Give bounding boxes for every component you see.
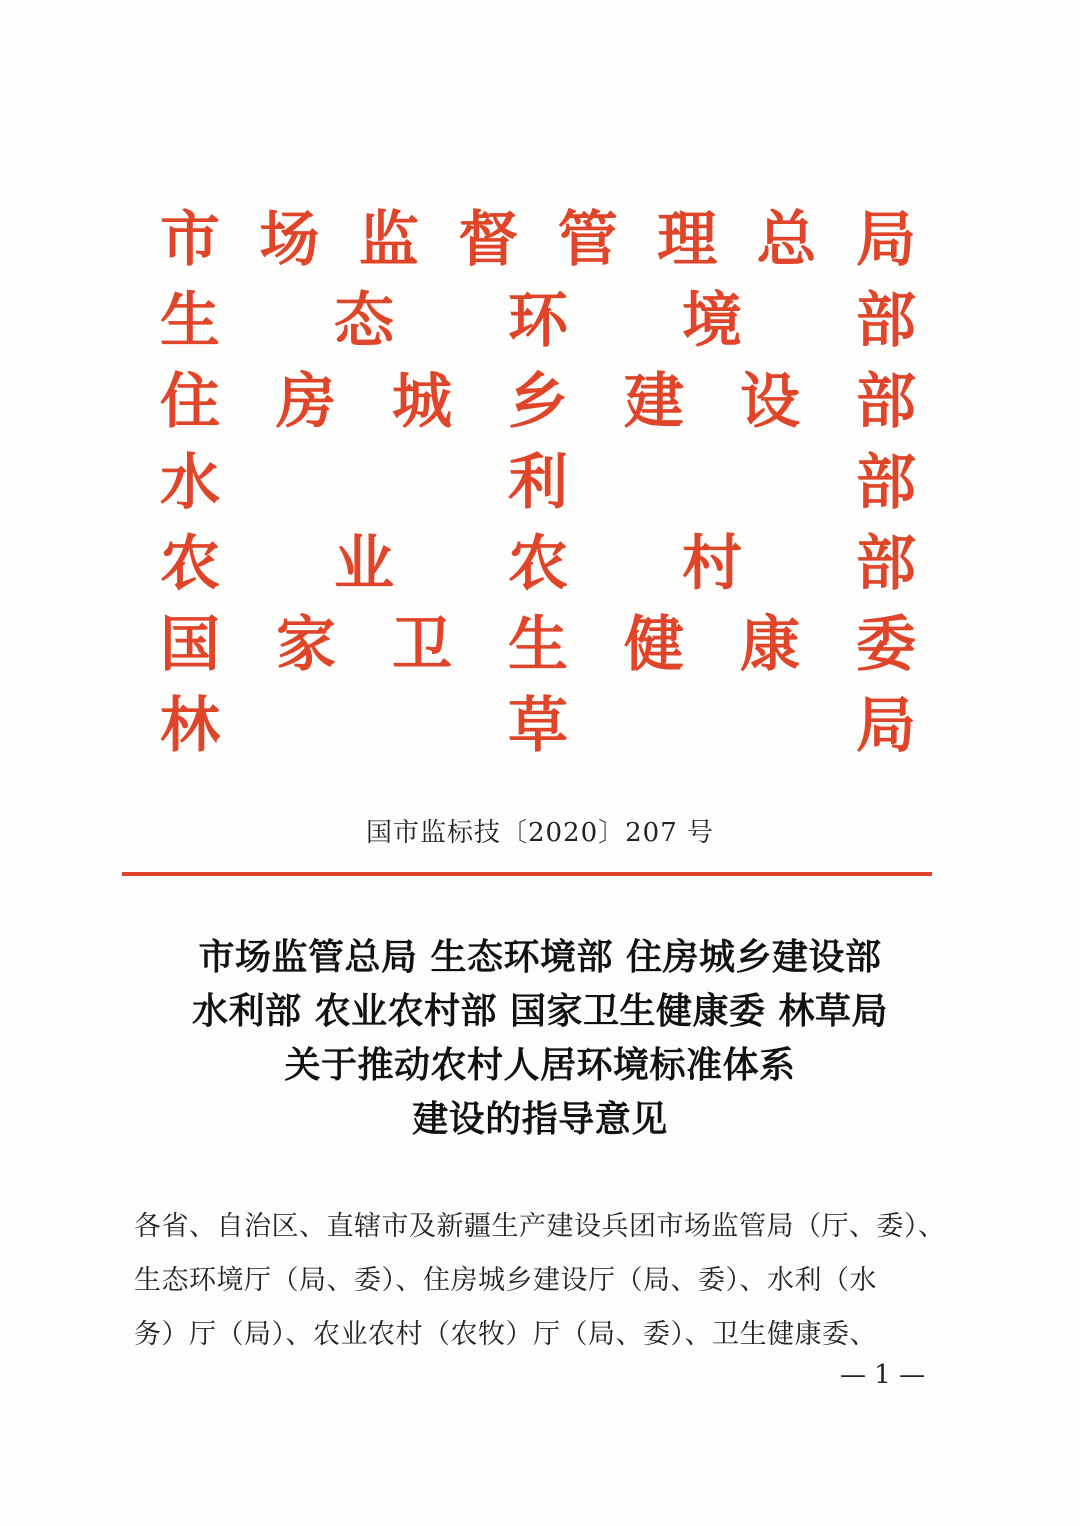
agency-row-market-regulation <box>160 200 916 281</box>
agency-char: 总 <box>756 205 817 275</box>
title-line: 建设的指导意见 <box>412 1098 668 1140</box>
agency-row-housing-construction <box>160 362 916 443</box>
agency-char: 生 <box>160 286 220 356</box>
agency-char: 健 <box>624 610 684 680</box>
body-line: 务）厅（局）、农业农村（农牧）厅（局、委）、卫生健康委、 <box>134 1319 877 1350</box>
agency-char: 监 <box>358 205 419 275</box>
agency-char: 部 <box>856 367 916 437</box>
agency-char: 生 <box>508 610 568 680</box>
agency-char: 建 <box>624 367 684 437</box>
body-line: 各省、自治区、直辖市及新疆生产建设兵团市场监管局（厅、委）、 <box>134 1211 946 1242</box>
agency-char: 城 <box>392 367 452 437</box>
agency-char: 农 <box>160 529 220 599</box>
agency-char: 局 <box>856 691 916 761</box>
agency-char: 卫 <box>392 610 452 680</box>
agency-char: 业 <box>334 529 394 599</box>
title-line: 市场监管总局 生态环境部 住房城乡建设部 <box>198 936 882 978</box>
agency-char: 国 <box>160 610 220 680</box>
agency-char: 部 <box>856 529 916 599</box>
agency-char: 督 <box>458 205 519 275</box>
agency-char: 场 <box>259 205 320 275</box>
agency-row-ecology-environment <box>160 281 916 362</box>
agency-char: 林 <box>160 691 220 761</box>
agency-char: 农 <box>508 529 568 599</box>
agency-char: 草 <box>508 691 568 761</box>
agency-char: 部 <box>856 286 916 356</box>
agency-char: 房 <box>276 367 336 437</box>
agency-row-health-commission <box>160 605 916 686</box>
agency-char: 境 <box>682 286 742 356</box>
agency-char: 家 <box>276 610 336 680</box>
agency-char: 康 <box>740 610 800 680</box>
agency-char: 环 <box>508 286 568 356</box>
agency-row-water-resources <box>160 443 916 524</box>
agency-char: 市 <box>160 205 220 275</box>
agency-row-agriculture-rural <box>160 524 916 605</box>
agency-char: 乡 <box>508 367 568 437</box>
red-separator-rule <box>122 872 932 876</box>
agency-char: 部 <box>856 448 916 518</box>
agency-char: 局 <box>855 205 916 275</box>
title-line: 关于推动农村人居环境标准体系 <box>284 1044 796 1086</box>
agency-char: 设 <box>740 367 800 437</box>
agency-char: 住 <box>160 367 220 437</box>
agency-char: 态 <box>334 286 394 356</box>
body-line: 生态环境厅（局、委）、住房城乡建设厅（局、委）、水利（水 <box>134 1265 877 1296</box>
agency-char: 委 <box>856 610 916 680</box>
document-title <box>0 930 1080 1146</box>
document-number: 国市监标技〔2020〕207 号 <box>365 818 715 848</box>
issuing-agencies-masthead <box>160 200 916 767</box>
agency-row-forestry-grassland <box>160 686 916 767</box>
agency-char: 利 <box>508 448 568 518</box>
title-line: 水利部 农业农村部 国家卫生健康委 林草局 <box>191 990 889 1032</box>
agency-char: 理 <box>657 205 718 275</box>
agency-char: 水 <box>160 448 220 518</box>
addressee-paragraph <box>134 1200 954 1362</box>
agency-char: 管 <box>557 205 618 275</box>
page-number: — 1 — <box>840 1360 926 1390</box>
agency-char: 村 <box>682 529 742 599</box>
